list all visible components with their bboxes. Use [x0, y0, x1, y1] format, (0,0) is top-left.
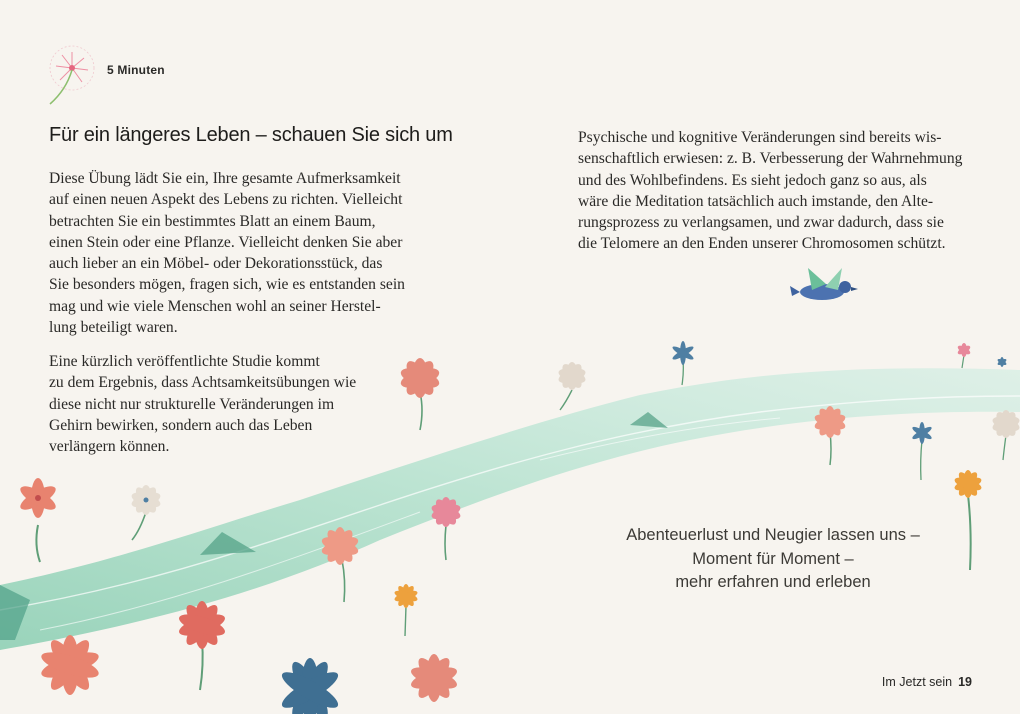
- quote-line: mehr erfahren und erleben: [675, 573, 871, 591]
- text-line: betrachten Sie ein bestimmtes Blatt an einem Baum,: [49, 212, 376, 230]
- text-line: verlängern können.: [49, 438, 170, 456]
- flower-icon-pink-center: [430, 496, 462, 560]
- text-line: auch lieber an ein Möbel- oder Dekorationsstück, das: [49, 255, 383, 273]
- dandelion-icon: [50, 46, 94, 104]
- text-line: auf einen neuen Aspekt des Lebens zu richten. Vielleicht: [49, 191, 403, 209]
- text-line: rungsprozess zu verlangsamen, und zwar dadurch, dass sie: [578, 214, 944, 232]
- text-line: Eine kürzlich veröffentlichte Studie kommt: [49, 353, 320, 370]
- flower-icon-blue-top: [671, 341, 695, 385]
- text-line: senschaftlich erwiesen: z. B. Verbesserung der Wahrnehmung: [578, 150, 963, 168]
- text-line: einen Stein oder eine Pflanze. Vielleicht denken Sie aber: [49, 233, 403, 251]
- page-number: 19: [958, 675, 972, 689]
- flower-icon-blue-bottom: [278, 658, 342, 714]
- research-paragraph: [578, 127, 962, 255]
- flower-icon-coral-bottom-left: [39, 635, 102, 695]
- flower-icon-coral-top: [399, 357, 442, 430]
- intro-paragraph: [49, 168, 405, 338]
- flower-icon-orange-small: [393, 584, 418, 636]
- text-line: wäre die Meditation tatsächlich auch imstande, den Alte-: [578, 192, 934, 210]
- bird-icon: [790, 268, 858, 300]
- flower-icon-pink-far-right: [956, 343, 971, 368]
- text-line: Gehirn bewirken, sondern auch das Leben: [49, 416, 313, 434]
- section-title: Im Jetzt sein: [881, 675, 953, 689]
- flower-icon-coral-center: [320, 527, 360, 602]
- flower-icon-coral-bottom-right: [409, 654, 460, 702]
- duration-label: 5 Minuten: [107, 63, 165, 77]
- flower-icon-coral-left-top: [17, 478, 59, 562]
- flower-icon-blue-tiny: [997, 357, 1008, 367]
- page-heading: Für ein längeres Leben – schauen Sie sich um: [49, 124, 453, 146]
- flower-icon-orange-right: [953, 470, 983, 570]
- text-line: mag und wie viele Menschen wohl an seiner Herstel-: [49, 297, 381, 315]
- text-line: und des Wohlbefindens. Es sieht jedoch ganz so aus, als: [578, 171, 927, 189]
- text-line: Sie besonders mögen, fragen sich, wie es entstanden sein: [49, 276, 405, 294]
- flower-icon-pale-right-edge: [991, 409, 1020, 460]
- text-line: diese nicht nur strukturelle Veränderungen im: [49, 395, 335, 413]
- flower-icon-blue-right: [911, 422, 933, 480]
- text-line: Psychische und kognitive Veränderungen sind bereits wis-: [578, 129, 942, 146]
- text-line: Diese Übung lädt Sie ein, Ihre gesamte Aufmerksamkeit: [49, 170, 401, 187]
- quote-line: Abenteuerlust und Neugier lassen uns –: [626, 526, 920, 544]
- flower-icon-pale-center: [557, 361, 587, 410]
- flower-icon-coral-bottom-mid: [177, 601, 228, 690]
- text-line: lung beteiligt waren.: [49, 319, 178, 337]
- text-line: die Telomere an den Enden unserer Chromosomen schützt.: [578, 235, 946, 253]
- page-footer: [882, 675, 972, 689]
- pull-quote: [608, 524, 938, 595]
- flower-icon-pale-left: [130, 484, 162, 540]
- study-paragraph: [49, 351, 356, 457]
- text-line: zu dem Ergebnis, dass Achtsamkeitsübungen wie: [49, 374, 357, 392]
- quote-line: Moment für Moment –: [692, 549, 854, 568]
